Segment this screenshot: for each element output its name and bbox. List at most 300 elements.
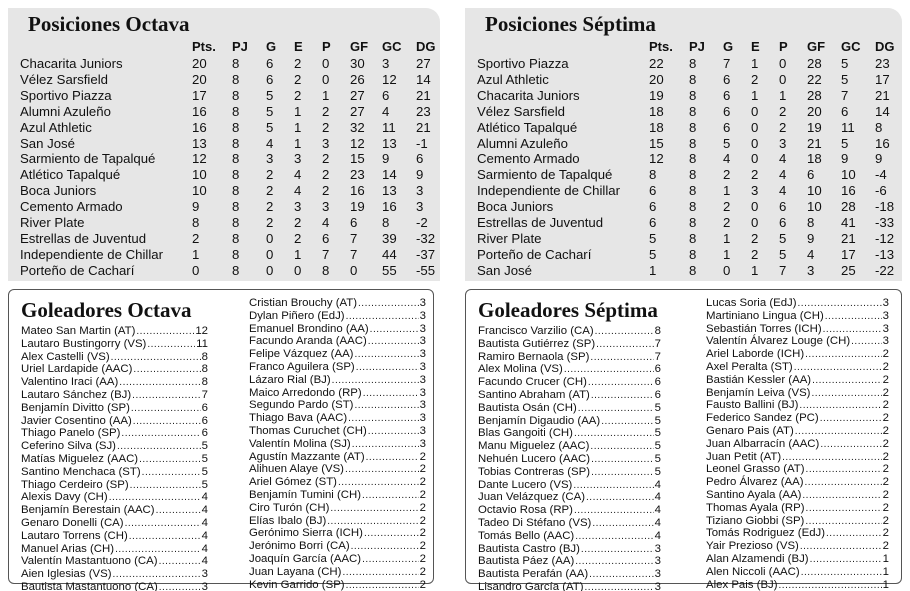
list-item: [478, 415, 661, 428]
stat-cell: 6: [779, 199, 787, 215]
player-name: Alen Niccoli (AAC): [706, 565, 800, 578]
goal-count: 3: [882, 335, 889, 348]
stat-cell: 0: [266, 246, 274, 262]
player-name: Alan Alzamendi (BJ): [706, 553, 809, 565]
player-name: Benjamín Tumini (CH): [249, 489, 362, 501]
list-item: [478, 453, 661, 466]
goal-count: 7: [654, 337, 661, 350]
goal-count: 7: [201, 389, 208, 401]
stat-cell: 8: [689, 262, 697, 278]
stat-cell: 1: [751, 56, 759, 71]
dot-leader: [156, 504, 201, 517]
stat-cell: 2: [723, 215, 731, 230]
stat-cell: 23: [416, 103, 431, 119]
goal-count: 3: [882, 297, 889, 309]
list-item: [21, 555, 208, 568]
stat-cell: 1: [322, 87, 330, 103]
list-item: [706, 361, 889, 374]
dot-leader: [588, 376, 654, 389]
goal-count: 2: [882, 425, 889, 437]
goal-count: 2: [419, 514, 426, 527]
stat-cell: 0: [322, 56, 330, 71]
stat-cell: 5: [266, 119, 274, 135]
goal-count: 2: [882, 527, 889, 540]
goal-count: 5: [654, 427, 661, 440]
stat-cell: 2: [294, 87, 302, 103]
stat-cell: 28: [807, 87, 822, 103]
goal-count: 2: [882, 361, 889, 373]
dot-leader: [330, 502, 418, 515]
stat-cell: 2: [751, 71, 759, 87]
stat-cell: 2: [751, 246, 759, 262]
player-name: Aien Iglesias (VS): [21, 568, 112, 581]
player-name: Cristian Brouchy (AT): [249, 297, 358, 309]
player-name: Federico Sandez (PC): [706, 412, 819, 425]
goal-count: 3: [201, 581, 208, 591]
stat-cell: 11: [382, 119, 396, 135]
player-name: Blas Gangoiti (CH): [478, 427, 573, 440]
stat-cell: 0: [751, 119, 759, 135]
list-item: [478, 351, 661, 364]
stat-cell: 2: [294, 215, 302, 230]
goal-count: 4: [654, 517, 661, 529]
dot-leader: [805, 348, 882, 361]
list-item: [249, 438, 426, 451]
goal-count: 5: [654, 453, 661, 465]
goal-count: 3: [419, 348, 426, 361]
stat-cell: 3: [266, 151, 274, 167]
dot-leader: [109, 491, 201, 504]
stat-cell: 16: [350, 183, 365, 199]
stat-cell: -6: [875, 183, 887, 199]
list-item: [706, 502, 889, 515]
stat-cell: 6: [649, 199, 657, 215]
player-name: Dylan Piñero (EdJ): [249, 309, 345, 322]
dot-leader: [351, 540, 419, 553]
team-name: Sarmiento de Tapalqué: [477, 167, 613, 183]
dot-leader: [591, 466, 654, 479]
list-item: [478, 325, 661, 338]
stat-cell: 2: [322, 167, 330, 183]
list-item: [21, 402, 208, 415]
stat-cell: 55: [382, 262, 397, 278]
dot-leader: [800, 540, 882, 553]
goal-count: 2: [882, 450, 889, 463]
list-item: [478, 568, 661, 581]
player-name: Juan Petit (AT): [706, 450, 782, 463]
list-item: [478, 427, 661, 440]
list-item: [249, 476, 426, 489]
dot-leader: [595, 325, 654, 338]
player-name: Alex Castelli (VS): [21, 350, 110, 363]
dot-leader: [811, 387, 881, 400]
stat-cell: 20: [192, 56, 207, 71]
scorers-septima: [465, 289, 902, 591]
player-name: Maico Arredondo (RP): [249, 386, 362, 399]
list-item: [478, 530, 661, 543]
table-row: [465, 120, 902, 136]
goal-count: 3: [419, 412, 426, 425]
stat-cell: 2: [322, 103, 330, 119]
table-row: [8, 136, 440, 152]
stat-cell: 0: [751, 135, 759, 151]
dot-leader: [133, 415, 201, 428]
column-header: P: [322, 39, 331, 54]
dot-leader: [362, 553, 419, 566]
stat-cell: 7: [841, 87, 849, 103]
player-name: Valentín Álvarez Louge (CH): [706, 335, 851, 348]
player-name: Segundo Pardo (ST): [249, 399, 354, 412]
goal-count: 8: [201, 350, 208, 363]
player-name: Tobias Contreras (SP): [478, 465, 591, 478]
stat-cell: 16: [875, 135, 890, 151]
dot-leader: [812, 374, 882, 387]
table-row: [465, 151, 902, 167]
stat-cell: 16: [382, 199, 397, 215]
column-header: G: [266, 39, 277, 54]
team-name: Porteño de Cacharí: [20, 262, 135, 278]
goal-count: 4: [201, 517, 208, 529]
dot-leader: [575, 530, 653, 543]
stat-cell: 5: [779, 246, 787, 262]
dot-leader: [820, 438, 881, 451]
stat-cell: 1: [779, 87, 787, 103]
list-item: [478, 363, 661, 376]
list-item: [249, 425, 426, 438]
dot-leader: [345, 463, 419, 476]
stat-cell: 5: [266, 87, 274, 103]
stat-cell: 3: [322, 135, 330, 151]
stat-cell: 23: [875, 56, 890, 71]
stat-cell: 8: [689, 135, 697, 151]
goal-count: 7: [654, 350, 661, 363]
list-item: [249, 553, 426, 566]
list-item: [706, 387, 889, 400]
stat-cell: 21: [807, 135, 822, 151]
player-name: Agustín Mazzante (AT): [249, 450, 365, 463]
stat-cell: 12: [382, 71, 397, 87]
column-header: E: [294, 39, 303, 54]
stat-cell: 2: [779, 119, 787, 135]
goal-count: 6: [201, 427, 208, 440]
stat-cell: -33: [875, 215, 895, 230]
stat-cell: 4: [807, 246, 815, 262]
goal-count: 5: [654, 401, 661, 414]
goal-count: 2: [882, 437, 889, 450]
dot-leader: [366, 451, 419, 464]
table-row: [465, 247, 902, 263]
scorers-octava: [8, 289, 434, 591]
stat-cell: 4: [723, 151, 731, 167]
stat-cell: 2: [723, 199, 731, 215]
list-item: [21, 440, 208, 453]
stat-cell: 7: [350, 246, 358, 262]
player-name: Fausto Ballini (BJ): [706, 399, 799, 412]
team-name: Atlético Tapalqué: [20, 167, 121, 183]
dot-leader: [352, 438, 419, 451]
stat-cell: 14: [416, 71, 431, 87]
team-name: Sarmiento de Tapalqué: [20, 151, 156, 167]
list-item: [706, 348, 889, 361]
player-name: Jerónimo Borri (CA): [249, 540, 350, 553]
list-item: [249, 348, 426, 361]
team-name: Vélez Sarsfield: [20, 71, 108, 87]
stat-cell: 9: [841, 151, 849, 167]
stat-cell: 8: [232, 246, 240, 262]
list-item: [478, 504, 661, 517]
standings-septima: [465, 8, 902, 281]
player-name: Benjamín Digaudio (AA): [478, 414, 601, 427]
stat-cell: 21: [875, 87, 890, 103]
player-name: Thiago Panelo (SP): [21, 427, 121, 440]
stat-cell: -22: [875, 262, 895, 278]
dot-leader: [121, 427, 200, 440]
goal-count: 3: [882, 309, 889, 322]
goal-count: 3: [419, 309, 426, 322]
player-name: Santino Ayala (AA): [706, 489, 802, 501]
list-item: [478, 543, 661, 556]
stat-cell: 0: [751, 151, 759, 167]
player-name: Elías Ibalo (BJ): [249, 514, 327, 527]
table-row: [465, 104, 902, 120]
table-row: [8, 72, 440, 88]
stat-cell: 2: [322, 183, 330, 199]
stat-cell: 3: [382, 56, 390, 71]
dot-leader: [585, 581, 654, 591]
list-item: [249, 579, 426, 591]
stat-cell: 8: [689, 246, 697, 262]
goal-count: 2: [419, 553, 426, 565]
player-name: Tomás Rodriguez (EdJ): [706, 527, 826, 540]
dot-leader: [368, 425, 419, 438]
list-item: [249, 387, 426, 400]
stat-cell: 10: [807, 199, 822, 215]
player-name: Lucas Soria (EdJ): [706, 297, 797, 309]
stat-cell: 1: [723, 183, 731, 199]
list-item: [249, 412, 426, 425]
stat-cell: 1: [723, 230, 731, 246]
stat-cell: 6: [382, 87, 390, 103]
dot-leader: [574, 504, 654, 517]
stat-cell: 0: [192, 262, 200, 278]
player-name: Felipe Vázquez (AA): [249, 348, 354, 361]
stat-cell: 1: [723, 246, 731, 262]
team-name: San José: [20, 135, 75, 151]
player-name: Bautista Osán (CH): [478, 401, 577, 414]
dot-leader: [806, 502, 882, 515]
stat-cell: 6: [649, 183, 657, 199]
list-item: [706, 297, 889, 310]
column-header: PJ: [232, 39, 248, 54]
goal-count: 8: [654, 325, 661, 337]
dot-leader: [823, 323, 882, 336]
player-name: Facundo Crucer (CH): [478, 376, 587, 389]
player-name: Bastián Kessler (AA): [706, 373, 812, 386]
list-item: [21, 338, 208, 351]
dot-leader: [370, 323, 419, 336]
stat-cell: 2: [294, 230, 302, 246]
goal-count: 5: [654, 465, 661, 478]
list-item: [706, 540, 889, 553]
stat-cell: 15: [649, 135, 664, 151]
list-item: [21, 491, 208, 504]
player-name: Bautista Páez (AA): [478, 555, 575, 568]
list-item: [21, 568, 208, 581]
player-name: Lautaro Bustingorry (VS): [21, 337, 147, 350]
column-header: P: [779, 39, 788, 54]
table-row: [465, 136, 902, 152]
team-name: River Plate: [477, 230, 542, 246]
list-item: [706, 399, 889, 412]
list-item: [706, 489, 889, 502]
goal-count: 2: [882, 540, 889, 553]
stat-cell: 18: [649, 119, 664, 135]
goal-count: 1: [882, 578, 889, 591]
stat-cell: 14: [382, 167, 397, 183]
team-name: Atlético Tapalqué: [477, 119, 578, 135]
scorers-title: Goleadores Séptima: [478, 298, 658, 322]
dot-leader: [798, 297, 882, 310]
stat-cell: 27: [350, 87, 365, 103]
dot-leader: [794, 361, 882, 374]
stat-cell: 8: [875, 119, 883, 135]
goal-count: 4: [201, 542, 208, 555]
stat-cell: 2: [751, 230, 759, 246]
goal-count: 2: [419, 450, 426, 463]
dot-leader: [332, 374, 419, 387]
dot-leader: [159, 555, 201, 568]
column-header: GF: [807, 39, 826, 54]
stat-cell: 0: [751, 215, 759, 230]
team-name: Boca Juniors: [20, 183, 97, 199]
list-item: [706, 463, 889, 476]
list-item: [478, 389, 661, 402]
stat-cell: 8: [232, 71, 240, 87]
stat-cell: 8: [689, 230, 697, 246]
player-name: Matías Miguelez (AAC): [21, 453, 139, 465]
team-name: Alumni Azuleño: [20, 103, 111, 119]
stat-cell: 3: [416, 183, 424, 199]
stat-cell: 10: [192, 183, 207, 199]
stat-cell: 5: [649, 230, 657, 246]
stat-cell: 8: [689, 71, 697, 87]
standings-octava: [8, 8, 440, 281]
player-name: Thiago Cerdeiro (SP): [21, 478, 129, 491]
team-name: Independiente de Chillar: [20, 246, 163, 262]
list-item: [478, 555, 661, 568]
player-name: Thiago Bava (AAC): [249, 412, 348, 425]
goal-count: 2: [419, 540, 426, 553]
stat-cell: 8: [232, 262, 240, 278]
player-name: Santino Abraham (AT): [478, 389, 590, 401]
player-name: Genaro Donelli (CA): [21, 517, 124, 529]
stat-cell: 9: [382, 151, 390, 167]
stat-cell: 3: [779, 135, 787, 151]
goal-count: 5: [201, 440, 208, 453]
stat-cell: 2: [294, 71, 302, 87]
team-name: Sportivo Piazza: [20, 87, 112, 103]
stat-cell: 18: [807, 151, 822, 167]
list-item: [478, 466, 661, 479]
column-header: DG: [875, 39, 895, 54]
stat-cell: 4: [322, 215, 330, 230]
list-item: [249, 297, 426, 310]
stat-cell: -55: [416, 262, 436, 278]
dot-leader: [338, 476, 419, 489]
list-item: [706, 374, 889, 387]
player-name: Valentino Iraci (AA): [21, 376, 119, 389]
goal-count: 2: [419, 476, 426, 489]
player-name: Emanuel Brondino (AA): [249, 322, 369, 335]
goal-count: 3: [882, 322, 889, 335]
stat-cell: 8: [322, 262, 330, 278]
stat-cell: 4: [779, 151, 787, 167]
dot-leader: [133, 363, 200, 376]
goal-count: 6: [201, 414, 208, 427]
stat-cell: 1: [649, 262, 657, 278]
dot-leader: [779, 579, 882, 591]
goal-count: 4: [654, 478, 661, 491]
goal-count: 6: [201, 401, 208, 414]
stat-cell: 8: [689, 151, 697, 167]
stat-cell: 6: [322, 230, 330, 246]
goal-count: 2: [882, 463, 889, 476]
list-item: [21, 479, 208, 492]
stat-cell: 1: [294, 135, 302, 151]
player-name: Benjamín Divitto (SP): [21, 401, 130, 414]
stat-cell: 17: [841, 246, 856, 262]
stat-cell: 9: [416, 167, 424, 183]
list-item: [706, 515, 889, 528]
stat-cell: 7: [723, 56, 731, 71]
team-name: Independiente de Chillar: [477, 183, 620, 199]
list-item: [478, 338, 661, 351]
dot-leader: [810, 553, 882, 566]
stat-cell: 1: [751, 262, 759, 278]
dot-leader: [795, 425, 882, 438]
stat-cell: 3: [416, 199, 424, 215]
list-item: [249, 310, 426, 323]
stat-cell: 4: [266, 135, 274, 151]
player-name: Pedro Álvarez (AA): [706, 476, 804, 489]
stat-cell: 6: [266, 56, 274, 71]
dot-leader: [591, 389, 654, 402]
stat-cell: 17: [192, 87, 207, 103]
table-row: [465, 56, 902, 72]
dot-leader: [130, 479, 201, 492]
stat-cell: 26: [350, 71, 365, 87]
dot-leader: [132, 389, 200, 402]
stat-cell: 7: [779, 262, 787, 278]
goal-count: 4: [654, 529, 661, 542]
dot-leader: [820, 412, 882, 425]
dot-leader: [590, 351, 653, 364]
stat-cell: 2: [266, 183, 274, 199]
goal-count: 3: [654, 568, 661, 581]
list-item: [21, 581, 208, 591]
stat-cell: 3: [294, 151, 302, 167]
stat-cell: 20: [649, 71, 664, 87]
team-name: Alumni Azuleño: [477, 135, 568, 151]
list-item: [21, 543, 208, 556]
goal-count: 3: [419, 399, 426, 412]
goal-count: 2: [882, 489, 889, 501]
dot-leader: [358, 297, 419, 310]
column-header: GC: [841, 39, 861, 54]
player-name: Octavio Rosa (RP): [478, 504, 573, 517]
column-header: GF: [350, 39, 369, 54]
list-item: [21, 376, 208, 389]
